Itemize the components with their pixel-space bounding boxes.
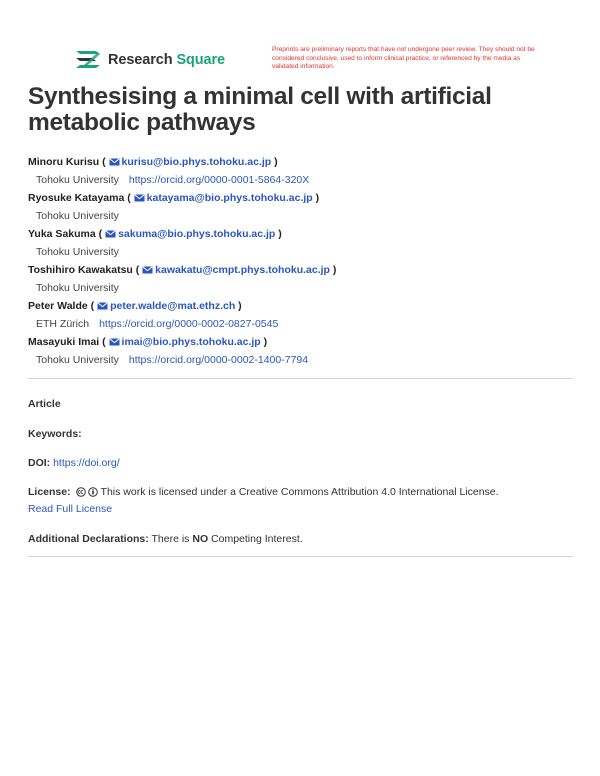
envelope-icon	[142, 266, 153, 274]
envelope-icon	[97, 302, 108, 310]
cc-icons	[76, 487, 98, 497]
author-affiliation: Tohoku University	[36, 282, 119, 294]
declarations-row	[28, 531, 578, 548]
paren-open: (	[124, 192, 134, 204]
read-full-license-link[interactable]: Read Full License	[28, 503, 113, 515]
author-affiliation-line	[28, 243, 578, 261]
doi-link[interactable]: https://doi.org/	[53, 457, 120, 469]
author-orcid-link[interactable]: https://orcid.org/0000-0001-5864-320X	[128, 174, 310, 186]
paren-close: )	[329, 264, 337, 276]
envelope-icon	[109, 338, 120, 346]
paren-close: )	[271, 156, 278, 168]
author-name: Toshihiro Kawakatsu	[28, 264, 133, 276]
attribution-icon	[88, 487, 98, 497]
author-line	[28, 189, 578, 207]
header	[0, 0, 600, 80]
author-name: Minoru Kurisu	[28, 156, 100, 168]
author-affiliation-line	[28, 351, 578, 369]
author-affiliation-line	[28, 171, 578, 189]
paren-close: )	[312, 192, 320, 204]
author-orcid-link[interactable]: https://orcid.org/0000-0002-0827-0545	[99, 318, 279, 330]
author-email-link[interactable]	[134, 192, 313, 204]
paren-open: (	[132, 264, 143, 276]
author-line	[28, 333, 578, 351]
author-line	[28, 297, 578, 315]
author-affiliation: ETH Zürich	[36, 318, 90, 330]
declarations-no: NO	[192, 533, 209, 545]
doi-row	[28, 455, 578, 472]
author-affiliation: Tohoku University	[36, 246, 119, 258]
brand-name-part1: Research	[108, 52, 173, 68]
preprint-notice: Preprints are preliminary reports that have not undergone peer review. They should not be considered conclusive, used to inform clinical practice, or referenced by the media as validated information.	[272, 46, 535, 71]
author-email: sakuma@bio.phys.tohoku.ac.jp	[118, 228, 276, 240]
author-line	[28, 225, 578, 243]
research-square-logo-icon	[74, 49, 102, 71]
paren-close: )	[235, 300, 242, 312]
paren-open: (	[99, 156, 109, 168]
author-name: Masayuki Imai	[28, 336, 100, 348]
paren-close: )	[260, 336, 268, 348]
article-type-label: Article	[28, 398, 61, 410]
author-email-link[interactable]	[97, 300, 235, 312]
author-email: kurisu@bio.phys.tohoku.ac.jp	[121, 156, 272, 168]
keywords-label: Keywords:	[28, 428, 82, 440]
author-email: peter.walde@mat.ethz.ch	[110, 300, 236, 312]
license-text: This work is licensed under a Creative Commons Attribution 4.0 International License.	[100, 486, 499, 498]
declarations-label: Additional Declarations:	[28, 533, 149, 545]
envelope-icon	[105, 230, 116, 238]
author-name: Peter Walde	[28, 300, 88, 312]
paren-close: )	[275, 228, 282, 240]
article-type	[28, 396, 578, 413]
divider-bottom	[28, 556, 573, 557]
declarations-text-post: Competing Interest.	[211, 533, 303, 545]
author-list	[28, 153, 578, 369]
author-affiliation-line	[28, 279, 578, 297]
author-affiliation-line	[28, 207, 578, 225]
author-email: katayama@bio.phys.tohoku.ac.jp	[146, 192, 313, 204]
creative-commons-icon	[76, 487, 86, 497]
author-name: Yuka Sakuma	[28, 228, 96, 240]
author-email: kawakatu@cmpt.phys.tohoku.ac.jp	[155, 264, 330, 276]
license-row	[28, 484, 578, 518]
doi-label: DOI:	[28, 457, 51, 469]
author-email-link[interactable]	[105, 228, 275, 240]
author-email: imai@bio.phys.tohoku.ac.jp	[121, 336, 261, 348]
author-affiliation: Tohoku University	[36, 354, 119, 366]
author-email-link[interactable]	[109, 156, 272, 168]
declarations-text-pre: There is	[151, 533, 190, 545]
paren-open: (	[99, 336, 109, 348]
paren-open: (	[95, 228, 106, 240]
envelope-icon	[109, 158, 120, 166]
divider-top	[28, 378, 573, 379]
research-square-logo[interactable]	[74, 48, 225, 72]
author-affiliation: Tohoku University	[36, 174, 119, 186]
author-orcid-link[interactable]: https://orcid.org/0000-0002-1400-7794	[128, 354, 309, 366]
paper-title: Synthesising a minimal cell with artificial metabolic pathways	[28, 83, 492, 136]
author-line	[28, 153, 578, 171]
brand-name-part2: Square	[176, 52, 225, 68]
envelope-icon	[134, 194, 145, 202]
keywords-row	[28, 426, 578, 443]
paren-open: (	[87, 300, 98, 312]
brand-name	[108, 52, 225, 68]
author-line	[28, 261, 578, 279]
author-email-link[interactable]	[109, 336, 261, 348]
author-name: Ryosuke Katayama	[28, 192, 125, 204]
author-affiliation-line	[28, 315, 578, 333]
author-email-link[interactable]	[142, 264, 330, 276]
license-label: License:	[28, 486, 71, 498]
author-affiliation: Tohoku University	[36, 210, 119, 222]
